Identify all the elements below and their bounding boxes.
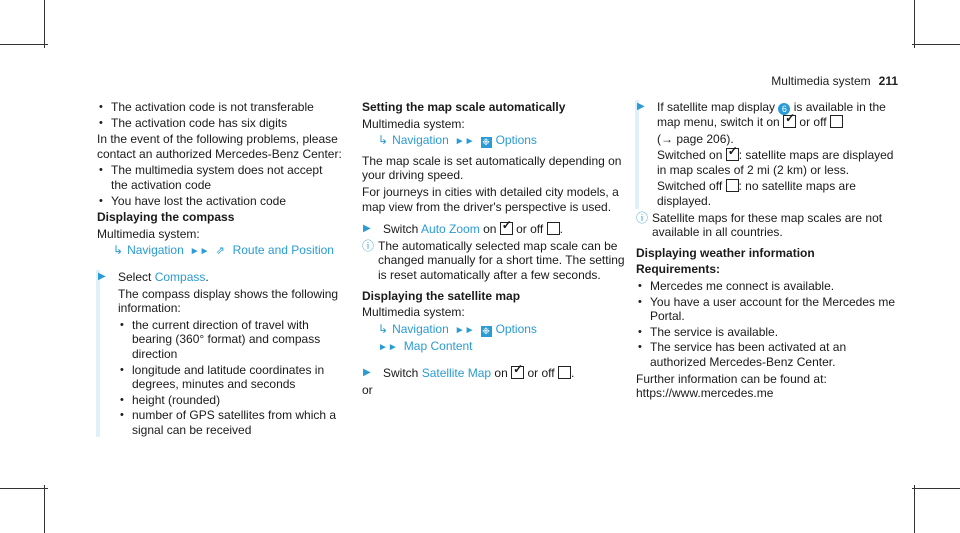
note [362, 239, 630, 283]
checkbox-checked-icon [726, 148, 739, 161]
path-map-content[interactable]: Map Content [403, 339, 473, 354]
info-icon: ⓘ [362, 238, 375, 253]
system-label: Multimedia system: [362, 116, 465, 131]
checkbox-checked-icon[interactable] [511, 366, 524, 379]
step-triangle-icon: ▶ [363, 223, 371, 235]
on-label: on [494, 365, 508, 380]
section-heading: Displaying the compass [97, 210, 235, 225]
gear-icon: ❉ [482, 325, 490, 336]
step-label: Switch [383, 222, 419, 237]
system-label: Multimedia system: [362, 305, 465, 320]
page-number: 211 [878, 74, 898, 88]
switched-off-text: : no satellite maps are displayed. [657, 179, 856, 208]
compass-option[interactable]: Compass [154, 269, 206, 284]
requirements-label: Requirements: [636, 262, 721, 277]
list-item: • The service has been activated at an authorized Mercedes-Benz Center. [636, 340, 898, 369]
body-text: In the event of the following problems, please contact an authorized Mercedes-Benz Center: [97, 132, 342, 161]
crop-mark [44, 485, 45, 533]
section-heading: Displaying weather information [636, 245, 815, 260]
body-text [657, 148, 898, 177]
off-label: or off [527, 365, 555, 380]
path-arrow-icon: ↳ [113, 243, 124, 258]
list-item: • The activation code is not transferable [97, 100, 342, 115]
switched-on-text: : satellite maps are displayed in map scales of 2 mi (2 km) or less. [657, 148, 894, 177]
list-item: • number of GPS satellites from which a signal can be received [118, 408, 342, 437]
path-navigation[interactable]: Navigation [392, 321, 449, 336]
section-heading: Displaying the satellite map [362, 288, 521, 303]
step-triangle-icon: ▶ [98, 270, 106, 282]
list-item: • the current direction of travel with bearing (360° format) and compass direction [118, 318, 342, 362]
checkbox-unchecked-icon [726, 179, 739, 192]
note-text: Satellite maps for these map scales are not available in all countries. [652, 210, 883, 240]
note [636, 211, 898, 240]
crop-mark [912, 44, 960, 45]
step-text [118, 270, 342, 285]
crop-mark [912, 488, 960, 489]
instruction-step [635, 100, 898, 209]
body-text: The map scale is set automatically depending on your driving speed. [362, 153, 622, 183]
path-route[interactable]: Route and Position [232, 243, 334, 258]
header-title: Multimedia system [771, 74, 871, 88]
checkbox-unchecked-icon[interactable] [547, 222, 560, 235]
step-text: Switch Auto Zoom on ✓ or off . [383, 222, 630, 237]
crop-mark [0, 488, 48, 489]
list-item: • You have a user account for the Mercedes me Portal. [636, 295, 898, 324]
list-item: • Mercedes me connect is available. [636, 279, 898, 294]
body-text [657, 179, 898, 208]
route-icon: ⇗ [215, 245, 225, 258]
step-triangle-icon: ▶ [637, 101, 645, 112]
checkbox-checked-icon[interactable] [783, 115, 796, 128]
bullet-list [97, 163, 342, 208]
menu-path [362, 133, 630, 150]
column-1 [97, 100, 342, 439]
menu-path [97, 243, 342, 260]
double-chevron-icon: ►► [378, 342, 398, 354]
step-label: Switch [383, 365, 419, 380]
system-label: Multimedia system: [97, 226, 200, 241]
body-text: or [362, 382, 373, 397]
body-text: Further information can be found at: https://www.mercedes.me [636, 371, 827, 401]
page-header [771, 74, 898, 88]
bullet-list [97, 100, 342, 130]
body-text: For journeys in cities with detailed city models, a map view from the driver's perspective is used. [362, 184, 619, 214]
switched-on-label: Switched on [657, 148, 723, 163]
instruction-step [361, 222, 630, 237]
info-icon: ⓘ [636, 210, 649, 225]
list-item: • You have lost the activation code [97, 194, 342, 209]
crop-mark [44, 0, 45, 48]
crop-mark [0, 44, 48, 45]
menu-path [362, 322, 630, 339]
path-arrow-icon: ↳ [378, 133, 389, 148]
path-options[interactable]: Options [495, 133, 537, 148]
off-label: or off [516, 222, 544, 237]
callout-6-icon: 6 [778, 103, 790, 115]
page-reference[interactable]: (→ page 206). [657, 131, 734, 146]
checkbox-unchecked-icon[interactable] [830, 115, 843, 128]
switched-off-label: Switched off [657, 179, 723, 194]
path-options[interactable]: Options [495, 321, 537, 336]
auto-zoom-option[interactable]: Auto Zoom [421, 222, 480, 237]
list-item: • The activation code has six digits [97, 116, 342, 131]
instruction-step [96, 270, 342, 438]
on-label: on [483, 222, 497, 237]
step-text-a: If satellite map display [657, 100, 776, 114]
double-chevron-icon: ►► [454, 324, 475, 336]
menu-path-continued [362, 339, 630, 356]
column-3 [636, 100, 898, 403]
section-heading: Setting the map scale automatically [362, 100, 566, 114]
step-text-b: is available in the map menu, switch it on [657, 100, 886, 129]
step-text [657, 100, 898, 130]
bullet-list [636, 279, 898, 370]
instruction-step [361, 366, 630, 381]
step-label: Select [118, 269, 152, 284]
double-chevron-icon: ►► [189, 246, 210, 258]
crop-mark [914, 0, 915, 48]
bullet-list [118, 318, 342, 438]
body-text: The compass display shows the following information: [118, 286, 339, 316]
crop-mark [914, 485, 915, 533]
satellite-map-option[interactable]: Satellite Map [421, 365, 492, 380]
checkbox-checked-icon[interactable] [500, 222, 513, 235]
list-item: • The multimedia system does not accept the activation code [97, 163, 342, 192]
step-triangle-icon: ▶ [363, 366, 371, 378]
step-text-c: or off [799, 115, 827, 129]
note-text: The automatically selected map scale can be changed manually for a short time. The setting is reset automatically after a few seconds. [378, 238, 625, 282]
path-arrow-icon: ↳ [378, 321, 389, 336]
gear-icon: ❉ [482, 137, 490, 148]
list-item: • The service is available. [636, 325, 898, 340]
path-navigation[interactable]: Navigation [127, 243, 184, 258]
step-text: Switch Satellite Map on ✓ or off . [383, 366, 630, 381]
checkbox-unchecked-icon[interactable] [558, 366, 571, 379]
path-navigation[interactable]: Navigation [392, 133, 449, 148]
column-2 [362, 100, 630, 399]
list-item: • longitude and latitude coordinates in degrees, minutes and seconds [118, 363, 342, 392]
double-chevron-icon: ►► [454, 136, 475, 148]
list-item: • height (rounded) [118, 393, 342, 408]
step-punct: . [205, 269, 209, 284]
